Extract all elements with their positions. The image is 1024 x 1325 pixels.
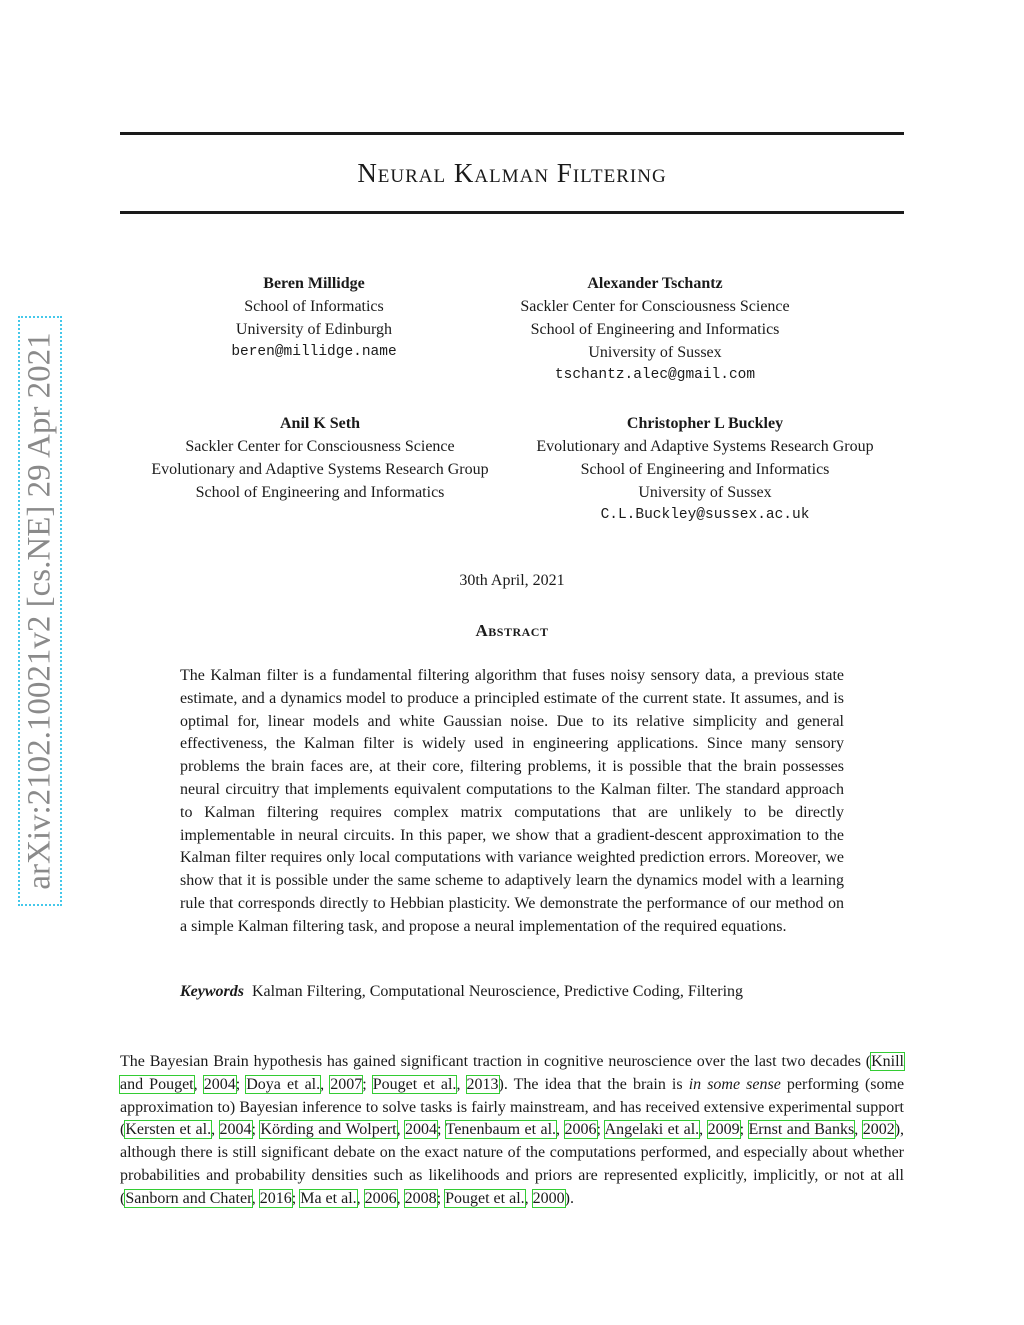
intro-paragraph: The Bayesian Brain hypothesis has gained significant traction in cognitive neuroscience over the last two decades (Knill and Pouget, 2004; Doya et al., 2007; Pouget et al., 2013). The idea that the brain is in some sense performing (some approximation to) Bayesian inference to solve tasks is fairly mainstream, and has received extensive experimental support (Kersten et al., 2004; Körding and Wolpert, 2004; Tenenbaum et al., 2006; Angelaki et al., 2009; Ernst and Banks, 2002), although there is still significant debate on the exact nature of the computations performed, and especially about whether probabilities and probability densities such as likelihoods and priors are represented explicitly, implicitly, or not at all (Sanborn and Chater, 2016; Ma et al., 2006, 2008; Pouget et al., 2000). xyxy=(120,1053,905,1207)
author-block-3 xyxy=(130,412,510,504)
affiliation-line: University of Sussex xyxy=(638,484,772,501)
author-block-2 xyxy=(500,272,810,387)
separator: ; xyxy=(739,1121,749,1139)
citation-year-link[interactable]: 2002 xyxy=(862,1121,895,1139)
citation-link[interactable]: Pouget et al. xyxy=(372,1075,457,1093)
citation-year-link[interactable]: 2004 xyxy=(203,1075,236,1093)
body-text-span: The Bayesian Brain hypothesis has gained significant traction in cognitive neuroscience over the last two decades ( xyxy=(120,1053,872,1070)
separator: ; xyxy=(596,1121,605,1139)
author-name: Anil K Seth xyxy=(279,415,360,432)
citation-year-link[interactable]: 2016 xyxy=(259,1189,292,1207)
author-name: Beren Millidge xyxy=(263,275,365,292)
affiliation-line: School of Engineering and Informatics xyxy=(195,484,445,501)
citation-link[interactable]: Tenenbaum et al. xyxy=(445,1121,557,1139)
body-text-span: performing (some approximation to) Bayesian inference to solve tasks is fairly mainstream, and has received extensive experimental support ( xyxy=(120,1075,905,1139)
keywords-label: Keywords xyxy=(180,983,244,1000)
citation-year-link[interactable]: 2008 xyxy=(404,1189,437,1207)
paper-title: Neural Kalman Filtering xyxy=(357,158,667,188)
body-text-span: ). xyxy=(564,1189,574,1207)
citation-link[interactable]: Körding and Wolpert xyxy=(260,1121,397,1139)
citation-year-link[interactable]: 2009 xyxy=(707,1121,740,1139)
separator: ; xyxy=(362,1075,373,1093)
author-block-1 xyxy=(164,272,464,364)
separator: ; xyxy=(436,1189,446,1207)
author-email[interactable]: beren@millidge.name xyxy=(231,344,397,360)
keywords-list: Kalman Filtering, Computational Neuroscience, Predictive Coding, Filtering xyxy=(252,983,744,1000)
separator: ; xyxy=(235,1075,247,1093)
citation-link[interactable]: Sanborn and Chater xyxy=(125,1189,252,1207)
abstract-text: The Kalman filter is a fundamental filtering algorithm that fuses noisy sensory data, a previous state estimate, and a dynamics model to produce a principled estimate of the current state. It assumes, and is optimal for, linear models and white Gaussian noise. Due to its relative simplicity and general effectiveness, the Kalman filter is widely used in engineering applications. Since many sensory problems the brain faces are, at their core, filtering problems, it is possible that the brain possesses neural circuitry that implements equivalent computations to the Kalman filter. The standard approach to Kalman filtering requires complex matrix computations that are unlikely to be directly implementable in neural circuits. In this paper, we show that a gradient-descent approximation to the Kalman filter requires only local computations with variance weighted prediction errors. Moreover, we show that it is possible under the same scheme to adaptively learn the dynamics model with a learning rule that corresponds directly to Hebbian plasticity. We demonstrate the performance of our method on a simple Kalman filtering task, and propose a neural implementation of the required equations. xyxy=(180,667,844,935)
affiliation-line: Sackler Center for Consciousness Science xyxy=(185,438,455,455)
body-text-span: ), although there is still significant debate on the exact nature of the computations performed, and especially about whether probabilities and probability densities such as likelihoods and priors are represented explicitly, implicitly, or not at all ( xyxy=(120,1121,905,1207)
affiliation-line: School of Engineering and Informatics xyxy=(580,461,830,478)
affiliation-line: Evolutionary and Adaptive Systems Research Group xyxy=(151,461,489,478)
arxiv-id: arXiv:2102.10021v2 [cs.NE] 29 Apr 2021 xyxy=(21,332,58,890)
citation-link[interactable]: Angelaki et al. xyxy=(604,1121,700,1139)
citation-year-link[interactable]: 2007 xyxy=(330,1075,363,1093)
citation-link[interactable]: Doya et al. xyxy=(246,1075,321,1093)
citation-link[interactable]: Ma et al. xyxy=(300,1189,357,1207)
citation-year-link[interactable]: 2004 xyxy=(219,1121,252,1139)
citation-year-link[interactable]: 2000 xyxy=(532,1189,565,1207)
author-block-4 xyxy=(515,412,895,527)
separator: ; xyxy=(251,1121,261,1139)
separator: ; xyxy=(291,1189,301,1207)
author-name: Christopher L Buckley xyxy=(626,415,784,432)
citation-year-link[interactable]: 2013 xyxy=(466,1075,499,1093)
author-name: Alexander Tschantz xyxy=(587,275,723,292)
citation-link[interactable]: Knill and Pouget xyxy=(120,1053,904,1093)
citation-year-link[interactable]: 2006 xyxy=(364,1189,397,1207)
separator: ; xyxy=(437,1121,446,1139)
author-email[interactable]: tschantz.alec@gmail.com xyxy=(554,367,756,383)
title-bottom-rule xyxy=(120,211,904,214)
arxiv-stamp[interactable] xyxy=(18,316,62,906)
affiliation-line: University of Sussex xyxy=(588,344,722,361)
abstract-heading: Abstract xyxy=(475,621,549,640)
affiliation-line: School of Engineering and Informatics xyxy=(530,321,780,338)
affiliation-line: School of Informatics xyxy=(244,298,384,315)
citation-year-link[interactable]: 2004 xyxy=(405,1121,438,1139)
title-top-rule xyxy=(120,132,904,135)
paper-date: 30th April, 2021 xyxy=(459,572,565,589)
emphasis-text: in some sense xyxy=(688,1075,781,1093)
body-text-span: ). The idea that the brain is xyxy=(498,1075,689,1093)
affiliation-line: Evolutionary and Adaptive Systems Research Group xyxy=(536,438,874,455)
affiliation-line: University of Edinburgh xyxy=(235,321,393,338)
citation-link[interactable]: Pouget et al. xyxy=(445,1189,525,1207)
keywords-line xyxy=(180,981,844,1003)
citation-link[interactable]: Kersten et al. xyxy=(125,1121,212,1139)
citation-year-link[interactable]: 2006 xyxy=(564,1121,597,1139)
affiliation-line: Sackler Center for Consciousness Science xyxy=(520,298,790,315)
author-email[interactable]: C.L.Buckley@sussex.ac.uk xyxy=(600,507,810,523)
citation-link[interactable]: Ernst and Banks xyxy=(748,1121,855,1139)
